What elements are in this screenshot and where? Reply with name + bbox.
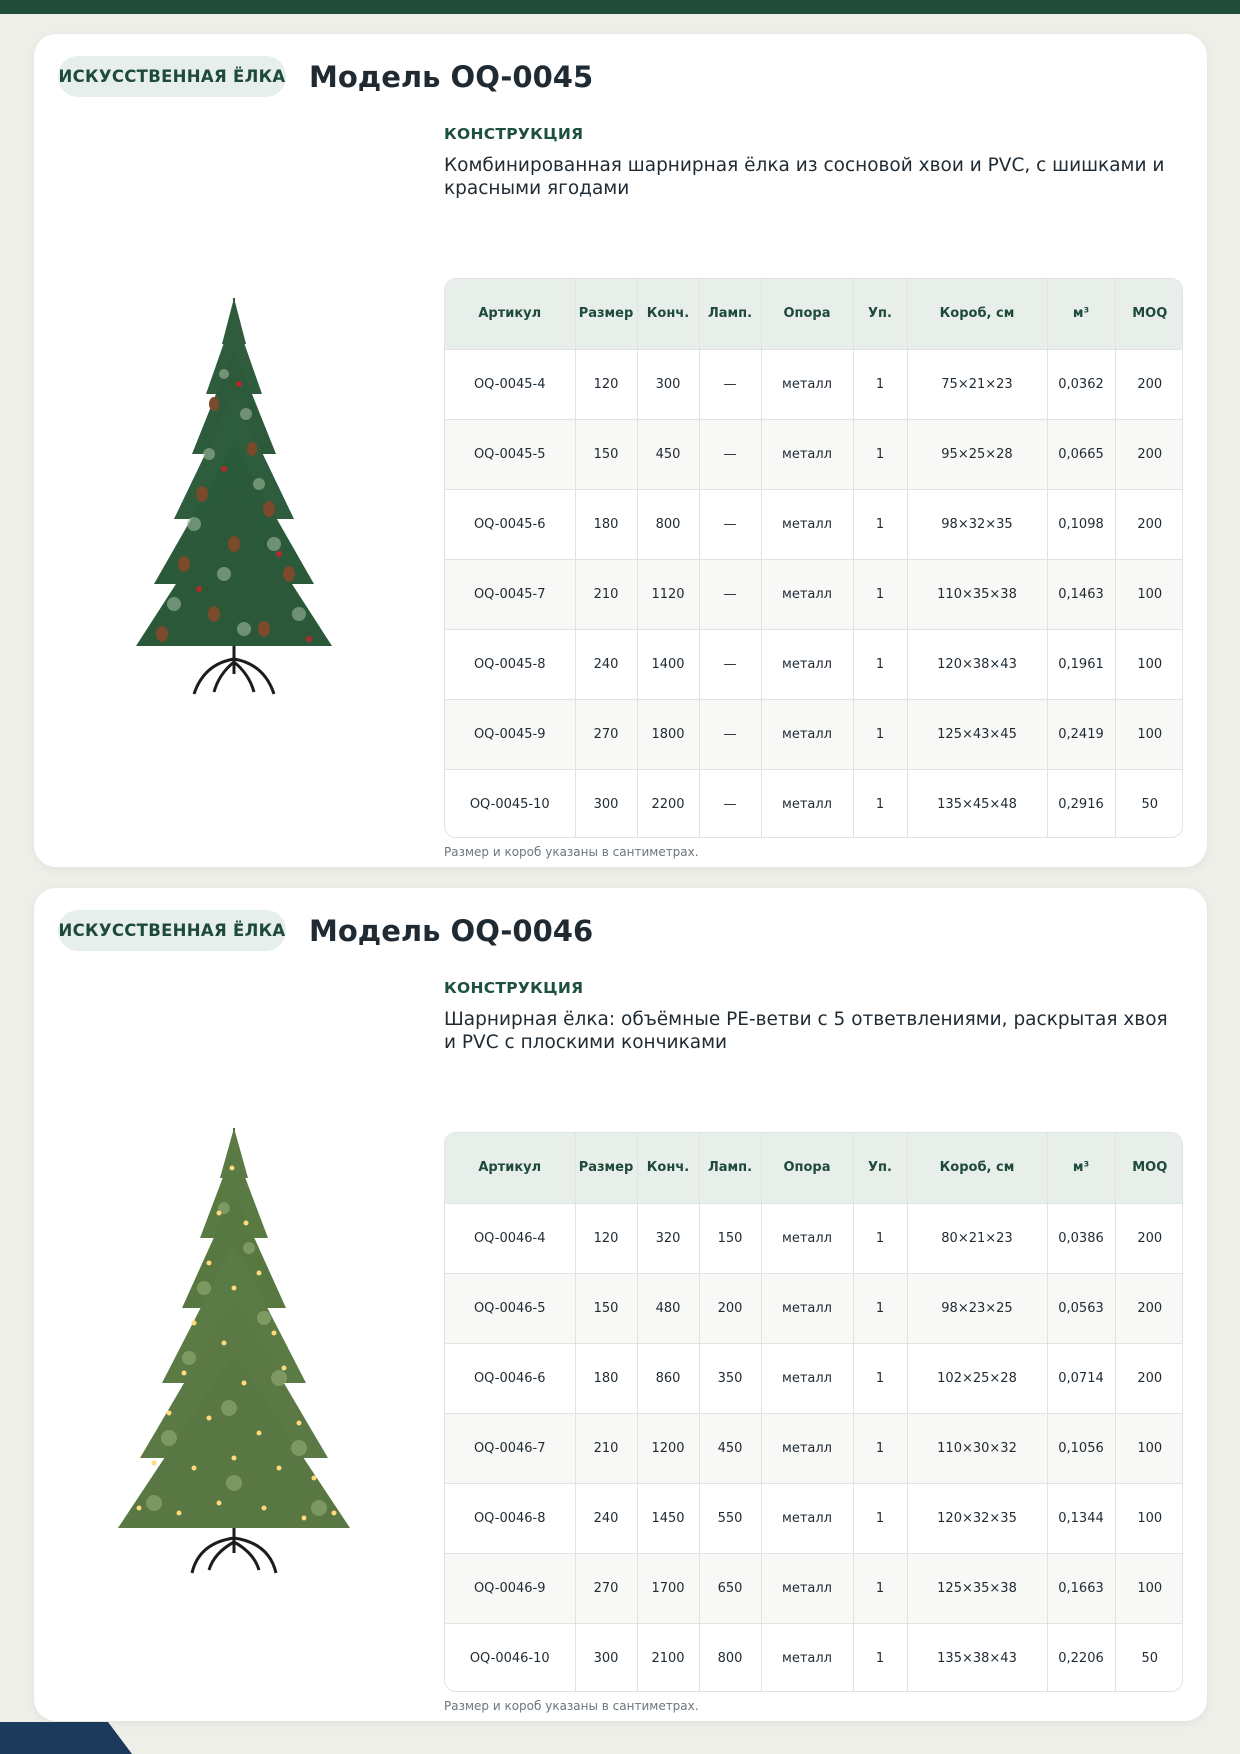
specs-table bbox=[444, 278, 1183, 838]
cell-tips: 1120 bbox=[637, 559, 699, 629]
cell-moq: 200 bbox=[1115, 349, 1183, 419]
cell-article: OQ-0046-7 bbox=[445, 1413, 575, 1483]
header-lamps: Ламп. bbox=[699, 1133, 761, 1203]
cell-size: 180 bbox=[575, 489, 637, 559]
cell-tips: 450 bbox=[637, 419, 699, 489]
cell-volume: 0,1961 bbox=[1047, 629, 1115, 699]
specs-table bbox=[444, 1132, 1183, 1692]
header-lamps: Ламп. bbox=[699, 279, 761, 349]
table-row bbox=[445, 1273, 1183, 1343]
cell-box: 110×30×32 bbox=[907, 1413, 1047, 1483]
cell-size: 270 bbox=[575, 1553, 637, 1623]
cell-pack: 1 bbox=[853, 559, 907, 629]
cell-stand: металл bbox=[761, 1483, 853, 1553]
cell-moq: 100 bbox=[1115, 699, 1183, 769]
cell-box: 110×35×38 bbox=[907, 559, 1047, 629]
cell-stand: металл bbox=[761, 349, 853, 419]
cell-pack: 1 bbox=[853, 1623, 907, 1692]
header-size: Размер bbox=[575, 279, 637, 349]
cell-stand: металл bbox=[761, 1413, 853, 1483]
cell-volume: 0,1663 bbox=[1047, 1553, 1115, 1623]
cell-volume: 0,2419 bbox=[1047, 699, 1115, 769]
cell-article: OQ-0046-6 bbox=[445, 1343, 575, 1413]
cell-lamps: 150 bbox=[699, 1203, 761, 1273]
cell-box: 98×23×25 bbox=[907, 1273, 1047, 1343]
category-badge: ИСКУССТВЕННАЯ ЁЛКА bbox=[58, 56, 286, 97]
cell-volume: 0,0362 bbox=[1047, 349, 1115, 419]
cell-article: OQ-0046-8 bbox=[445, 1483, 575, 1553]
cell-stand: металл bbox=[761, 489, 853, 559]
cell-article: OQ-0045-9 bbox=[445, 699, 575, 769]
table-footnote: Размер и короб указаны в сантиметрах. bbox=[444, 1699, 699, 1713]
cell-volume: 0,1098 bbox=[1047, 489, 1115, 559]
cell-size: 120 bbox=[575, 349, 637, 419]
cell-article: OQ-0045-8 bbox=[445, 629, 575, 699]
cell-pack: 1 bbox=[853, 699, 907, 769]
cell-tips: 1700 bbox=[637, 1553, 699, 1623]
header-volume: м³ bbox=[1047, 1133, 1115, 1203]
model-title: Модель OQ-0046 bbox=[309, 913, 594, 948]
header-size: Размер bbox=[575, 1133, 637, 1203]
cell-box: 95×25×28 bbox=[907, 419, 1047, 489]
pine-tree-with-cones-image bbox=[74, 254, 394, 734]
table-row bbox=[445, 1413, 1183, 1483]
construction-description: Комбинированная шарнирная ёлка из сосновой хвои и PVC, с шишками и красными ягодами bbox=[444, 155, 1165, 199]
cell-box: 125×35×38 bbox=[907, 1553, 1047, 1623]
cell-stand: металл bbox=[761, 419, 853, 489]
cell-lamps: 550 bbox=[699, 1483, 761, 1553]
cell-moq: 200 bbox=[1115, 1203, 1183, 1273]
table-row bbox=[445, 349, 1183, 419]
cell-volume: 0,1056 bbox=[1047, 1413, 1115, 1483]
header-stand: Опора bbox=[761, 279, 853, 349]
cell-volume: 0,0714 bbox=[1047, 1343, 1115, 1413]
cell-size: 240 bbox=[575, 629, 637, 699]
cell-stand: металл bbox=[761, 629, 853, 699]
cell-moq: 100 bbox=[1115, 559, 1183, 629]
cell-article: OQ-0045-7 bbox=[445, 559, 575, 629]
cell-tips: 480 bbox=[637, 1273, 699, 1343]
cell-pack: 1 bbox=[853, 629, 907, 699]
cell-stand: металл bbox=[761, 769, 853, 838]
cell-moq: 50 bbox=[1115, 1623, 1183, 1692]
product-card-oq-0045 bbox=[34, 34, 1207, 867]
cell-stand: металл bbox=[761, 1203, 853, 1273]
cell-article: OQ-0045-10 bbox=[445, 769, 575, 838]
cell-article: OQ-0046-10 bbox=[445, 1623, 575, 1692]
construction-label: КОНСТРУКЦИЯ bbox=[444, 979, 584, 997]
cell-moq: 200 bbox=[1115, 1273, 1183, 1343]
table-row bbox=[445, 1553, 1183, 1623]
table-row bbox=[445, 629, 1183, 699]
table-row bbox=[445, 1203, 1183, 1273]
cell-stand: металл bbox=[761, 1623, 853, 1692]
cell-size: 270 bbox=[575, 699, 637, 769]
cell-moq: 100 bbox=[1115, 1413, 1183, 1483]
model-title: Модель OQ-0045 bbox=[309, 59, 594, 94]
table-row bbox=[445, 419, 1183, 489]
header-pack: Уп. bbox=[853, 279, 907, 349]
header-stand: Опора bbox=[761, 1133, 853, 1203]
cell-lamps: 800 bbox=[699, 1623, 761, 1692]
cell-pack: 1 bbox=[853, 419, 907, 489]
cell-pack: 1 bbox=[853, 1413, 907, 1483]
cell-stand: металл bbox=[761, 559, 853, 629]
cell-lamps: — bbox=[699, 419, 761, 489]
table-row bbox=[445, 489, 1183, 559]
header-pack: Уп. bbox=[853, 1133, 907, 1203]
cell-volume: 0,2916 bbox=[1047, 769, 1115, 838]
top-accent-bar bbox=[0, 0, 1240, 14]
header-moq: MOQ bbox=[1115, 1133, 1183, 1203]
cell-moq: 200 bbox=[1115, 489, 1183, 559]
cell-tips: 300 bbox=[637, 349, 699, 419]
cell-size: 150 bbox=[575, 419, 637, 489]
cell-pack: 1 bbox=[853, 1553, 907, 1623]
cell-tips: 1400 bbox=[637, 629, 699, 699]
header-box: Короб, см bbox=[907, 1133, 1047, 1203]
construction-description: Шарнирная ёлка: объёмные PE-ветви с 5 ответвлениями, раскрытая хвоя и PVC с плоскими кончиками bbox=[444, 1009, 1168, 1053]
table-row bbox=[445, 699, 1183, 769]
cell-pack: 1 bbox=[853, 769, 907, 838]
cell-size: 180 bbox=[575, 1343, 637, 1413]
cell-box: 98×32×35 bbox=[907, 489, 1047, 559]
cell-size: 300 bbox=[575, 1623, 637, 1692]
cell-pack: 1 bbox=[853, 1273, 907, 1343]
cell-size: 210 bbox=[575, 559, 637, 629]
table-header-row bbox=[445, 279, 1183, 349]
cell-volume: 0,2206 bbox=[1047, 1623, 1115, 1692]
cell-moq: 100 bbox=[1115, 1553, 1183, 1623]
cell-box: 135×45×48 bbox=[907, 769, 1047, 838]
cell-lamps: 200 bbox=[699, 1273, 761, 1343]
cell-size: 120 bbox=[575, 1203, 637, 1273]
table-row bbox=[445, 769, 1183, 838]
cell-tips: 320 bbox=[637, 1203, 699, 1273]
cell-tips: 800 bbox=[637, 489, 699, 559]
table-row bbox=[445, 1623, 1183, 1692]
cell-lamps: — bbox=[699, 559, 761, 629]
cell-article: OQ-0046-9 bbox=[445, 1553, 575, 1623]
product-card-oq-0046 bbox=[34, 888, 1207, 1721]
cell-pack: 1 bbox=[853, 1343, 907, 1413]
cell-article: OQ-0046-4 bbox=[445, 1203, 575, 1273]
cell-lamps: — bbox=[699, 769, 761, 838]
cell-article: OQ-0045-5 bbox=[445, 419, 575, 489]
cell-stand: металл bbox=[761, 1273, 853, 1343]
cell-size: 240 bbox=[575, 1483, 637, 1553]
cell-pack: 1 bbox=[853, 349, 907, 419]
cell-lamps: — bbox=[699, 489, 761, 559]
header-article: Артикул bbox=[445, 279, 575, 349]
corner-decoration bbox=[0, 1722, 132, 1754]
cell-moq: 200 bbox=[1115, 1343, 1183, 1413]
construction-label: КОНСТРУКЦИЯ bbox=[444, 125, 584, 143]
cell-stand: металл bbox=[761, 699, 853, 769]
cell-lamps: 350 bbox=[699, 1343, 761, 1413]
cell-pack: 1 bbox=[853, 489, 907, 559]
lit-christmas-tree-image bbox=[74, 1098, 394, 1598]
table-row bbox=[445, 1343, 1183, 1413]
table-footnote: Размер и короб указаны в сантиметрах. bbox=[444, 845, 699, 859]
cell-tips: 1450 bbox=[637, 1483, 699, 1553]
cell-tips: 1800 bbox=[637, 699, 699, 769]
table-header-row bbox=[445, 1133, 1183, 1203]
header-moq: MOQ bbox=[1115, 279, 1183, 349]
cell-article: OQ-0045-4 bbox=[445, 349, 575, 419]
cell-lamps: 650 bbox=[699, 1553, 761, 1623]
header-tips: Конч. bbox=[637, 279, 699, 349]
cell-moq: 100 bbox=[1115, 629, 1183, 699]
cell-box: 135×38×43 bbox=[907, 1623, 1047, 1692]
cell-stand: металл bbox=[761, 1343, 853, 1413]
cell-box: 75×21×23 bbox=[907, 349, 1047, 419]
cell-article: OQ-0045-6 bbox=[445, 489, 575, 559]
cell-size: 210 bbox=[575, 1413, 637, 1483]
cell-lamps: 450 bbox=[699, 1413, 761, 1483]
cell-stand: металл bbox=[761, 1553, 853, 1623]
cell-moq: 200 bbox=[1115, 419, 1183, 489]
cell-pack: 1 bbox=[853, 1203, 907, 1273]
cell-size: 150 bbox=[575, 1273, 637, 1343]
header-article: Артикул bbox=[445, 1133, 575, 1203]
cell-article: OQ-0046-5 bbox=[445, 1273, 575, 1343]
cell-box: 120×32×35 bbox=[907, 1483, 1047, 1553]
cell-tips: 860 bbox=[637, 1343, 699, 1413]
header-box: Короб, см bbox=[907, 279, 1047, 349]
cell-box: 80×21×23 bbox=[907, 1203, 1047, 1273]
cell-lamps: — bbox=[699, 349, 761, 419]
table-row bbox=[445, 1483, 1183, 1553]
cell-lamps: — bbox=[699, 699, 761, 769]
cell-moq: 50 bbox=[1115, 769, 1183, 838]
header-tips: Конч. bbox=[637, 1133, 699, 1203]
cell-pack: 1 bbox=[853, 1483, 907, 1553]
table-row bbox=[445, 559, 1183, 629]
cell-volume: 0,1344 bbox=[1047, 1483, 1115, 1553]
cell-lamps: — bbox=[699, 629, 761, 699]
category-badge: ИСКУССТВЕННАЯ ЁЛКА bbox=[58, 910, 286, 951]
cell-moq: 100 bbox=[1115, 1483, 1183, 1553]
cell-tips: 2200 bbox=[637, 769, 699, 838]
header-volume: м³ bbox=[1047, 279, 1115, 349]
cell-tips: 1200 bbox=[637, 1413, 699, 1483]
cell-tips: 2100 bbox=[637, 1623, 699, 1692]
cell-volume: 0,1463 bbox=[1047, 559, 1115, 629]
cell-box: 120×38×43 bbox=[907, 629, 1047, 699]
cell-size: 300 bbox=[575, 769, 637, 838]
cell-volume: 0,0563 bbox=[1047, 1273, 1115, 1343]
cell-box: 125×43×45 bbox=[907, 699, 1047, 769]
cell-volume: 0,0386 bbox=[1047, 1203, 1115, 1273]
cell-volume: 0,0665 bbox=[1047, 419, 1115, 489]
cell-box: 102×25×28 bbox=[907, 1343, 1047, 1413]
